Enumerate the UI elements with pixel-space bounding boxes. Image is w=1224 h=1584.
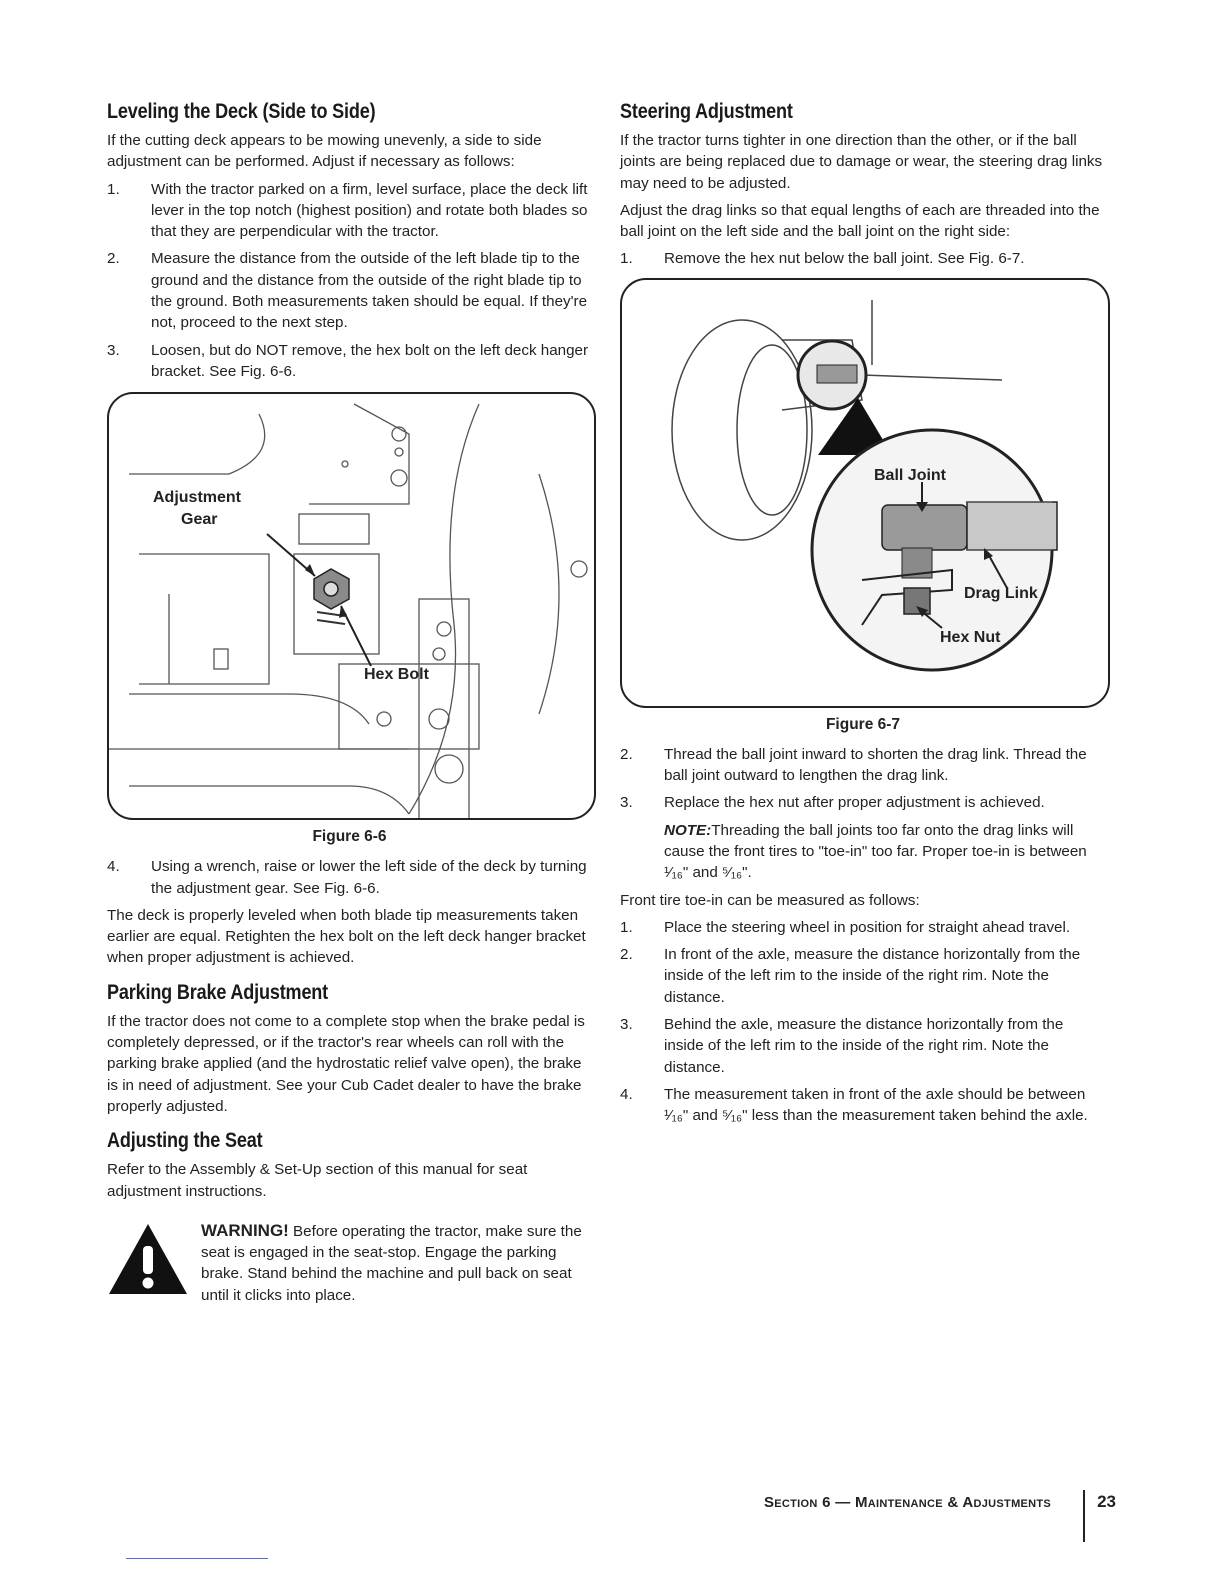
note-block: [620, 820, 1106, 884]
list-item: 2. In front of the axle, measure the distance horizontally from the inside of the left rim to the inside of the right rim. Note the distance.: [620, 946, 1081, 1006]
label-drag-link: Drag Link: [964, 584, 1038, 602]
list-item: 2. Thread the ball joint inward to shorten the drag link. Thread the ball joint outward to lengthen the drag link.: [620, 745, 1087, 785]
figure-6-7-caption: Figure 6-7: [825, 715, 901, 733]
list-item: 1. Place the steering wheel in position for straight ahead travel.: [620, 918, 1071, 936]
leveling-intro: If the cutting deck appears to be mowing unevenly, a side to side adjustment can be performed. Adjust if necessary as follows:: [107, 132, 542, 171]
label-hex-nut: Hex Nut: [940, 628, 1001, 646]
warning-triangle-icon: [107, 1222, 189, 1296]
steering-joint-illustration: [622, 280, 1108, 706]
figure-6-6: [107, 392, 596, 820]
left-column: [107, 100, 592, 1306]
page-footer: [764, 1476, 1116, 1528]
note-text: Threading the ball joints too far onto the drag links will cause the front tires to "toe-in" too far. Proper toe-in is between ¹⁄₁₆" and ⁵⁄₁₆".: [664, 821, 1087, 882]
label-hex-bolt: Hex Bolt: [364, 666, 429, 684]
steering-intro-2: Adjust the drag links so that equal lengths of each are threaded into the ball joint on the left side and the ball joint on the right side:: [620, 201, 1100, 241]
seat-title: Adjusting the Seat: [107, 1129, 263, 1153]
parking-title: Parking Brake Adjustment: [107, 980, 329, 1004]
warning-text: Before operating the tractor, make sure the seat is engaged in the seat-stop. Engage the parking brake. Stand behind the machine and pull back on seat until it clicks into place.: [201, 1222, 582, 1304]
steering-title: Steering Adjustment: [620, 100, 793, 123]
label-ball-joint: Ball Joint: [874, 466, 947, 484]
list-item: 1. With the tractor parked on a firm, level surface, place the deck lift lever in the top notch (highest position) and rotate both blades so that they are perpendicular with the tractor.: [107, 180, 588, 241]
bottom-rule: [126, 1558, 268, 1559]
list-item: 4. The measurement taken in front of the axle should be between ¹⁄₁₆" and ⁵⁄₁₆" less than the measurement taken behind the axle.: [620, 1085, 1088, 1125]
steering-intro-1: If the tractor turns tighter in one direction than the other, or if the ball joints are being replaced due to damage or wear, the steering drag links may need to be adjusted.: [620, 132, 1103, 192]
footer-divider: [1083, 1490, 1085, 1542]
deck-bracket-illustration: [109, 394, 594, 818]
footer-section-title: Section 6 — Maintenance & Adjustments: [763, 1493, 1052, 1511]
page-number: 23: [1097, 1492, 1116, 1511]
parking-text: If the tractor does not come to a complete stop when the brake pedal is completely depressed, or if the tractor's rear wheels can roll with the parking brake applied (and the hydrostatic relief valve open), the brake is in need of adjustment. See your Cub Cadet dealer to have the brake properly adjusted.: [107, 1012, 585, 1115]
warning-label: WARNING!: [201, 1220, 289, 1240]
figure-6-7: [620, 278, 1110, 708]
toein-intro: Front tire toe-in can be measured as follows:: [620, 891, 920, 909]
list-item: 3. Loosen, but do NOT remove, the hex bolt on the left deck hanger bracket. See Fig. 6-6.: [107, 341, 589, 380]
right-column: [620, 100, 1106, 1133]
list-item: 3. Behind the axle, measure the distance horizontally from the inside of the left rim to the inside of the right rim. Note the distance.: [620, 1016, 1064, 1076]
note-label: NOTE:: [664, 821, 712, 839]
list-item: 4. Using a wrench, raise or lower the left side of the deck by turning the adjustment gear. See Fig. 6-6.: [107, 858, 587, 897]
leveling-title: Leveling the Deck (Side to Side): [107, 100, 376, 123]
label-adjustment: Adjustment: [153, 489, 241, 507]
figure-6-6-caption: Figure 6-6: [312, 828, 387, 846]
leveling-outro: The deck is properly leveled when both blade tip measurements taken earlier are equal. Retighten the hex bolt on the left deck hanger bracket when proper adjustment is achieved.: [107, 906, 586, 967]
warning-block: [107, 1220, 592, 1306]
list-item: 1. Remove the hex nut below the ball joint. See Fig. 6-7.: [620, 250, 1025, 268]
label-gear: Gear: [181, 511, 218, 529]
list-item: 2. Measure the distance from the outside of the left blade tip to the ground and the distance from the outside of the right blade tip to the ground. Both measurements taken should be equal. If they're not, proceed to the next step.: [107, 250, 588, 332]
list-item: 3. Replace the hex nut after proper adjustment is achieved.: [620, 794, 1045, 812]
seat-text: Refer to the Assembly & Set-Up section of this manual for seat adjustment instructions.: [107, 1161, 528, 1200]
